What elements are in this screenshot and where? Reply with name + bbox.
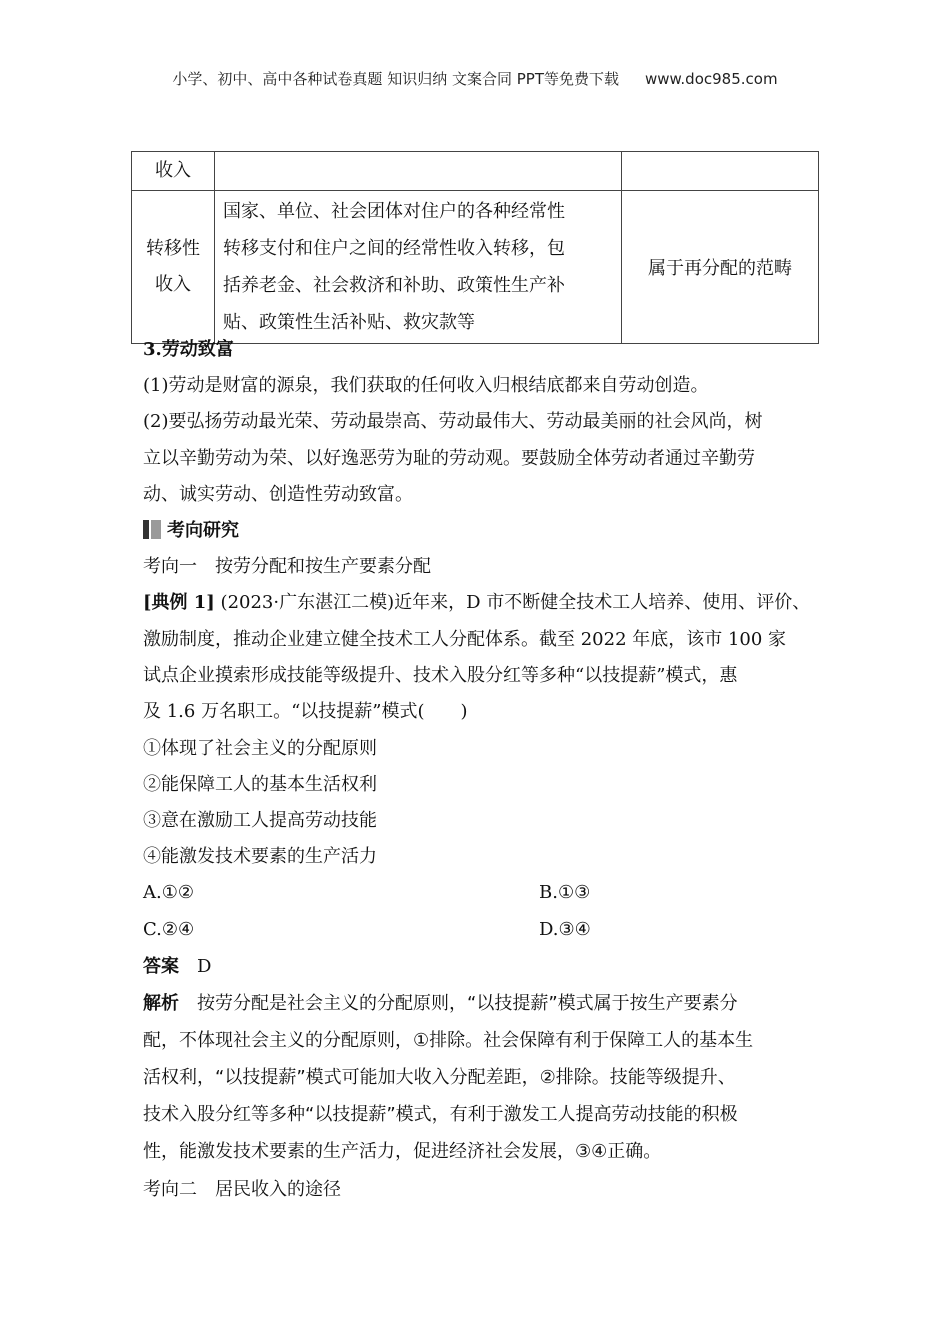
statement: ③意在激励工人提高劳动技能 xyxy=(143,810,377,831)
direction-title: 考向二 居民收入的途径 xyxy=(143,1179,341,1200)
table-cell-category xyxy=(132,191,215,344)
research-heading xyxy=(143,519,239,543)
analysis-line: 配，不体现社会主义的分配原则，①排除。社会保障有利于保障工人的基本生 xyxy=(143,1030,754,1051)
analysis-line: 活权利，“以技提薪”模式可能加大收入分配差距，②排除。技能等级提升、 xyxy=(143,1067,736,1088)
analysis-line: 性，能激发技术要素的生产活力，促进经济社会发展，③④正确。 xyxy=(143,1141,662,1162)
table-cell-category: 收入 xyxy=(132,152,215,191)
example-text: (2023·广东湛江二模)近年来，D 市不断健全技术工人培养、使用、评价、 xyxy=(214,592,811,613)
section-marker-icon xyxy=(151,520,161,539)
table-cell-note xyxy=(622,152,819,191)
table-cell-content xyxy=(215,191,622,344)
option-d: D.③④ xyxy=(539,919,591,940)
example-line xyxy=(143,591,810,615)
paragraph-line: 动、诚实劳动、创造性劳动致富。 xyxy=(143,484,413,505)
example-line: 及 1.6 万名职工。“以技提薪”模式( ) xyxy=(143,701,468,722)
header-text: 小学、初中、高中各种试卷真题 知识归纳 文案合同 PPT等免费下载 xyxy=(172,70,619,88)
page-header xyxy=(0,68,950,89)
direction-title: 考向一 按劳分配和按生产要素分配 xyxy=(143,556,431,577)
cell-line: 贴、政策性生活补贴、救灾款等 xyxy=(223,312,475,333)
header-url[interactable]: www.doc985.com xyxy=(644,70,778,88)
statement: ④能激发技术要素的生产活力 xyxy=(143,846,377,867)
cell-line: 收入 xyxy=(155,274,191,295)
table-cell-content xyxy=(215,152,622,191)
analysis-label: 解析 xyxy=(143,993,179,1014)
analysis-line xyxy=(143,992,738,1016)
paragraph: (1)劳动是财富的源泉，我们获取的任何收入归根结底都来自劳动创造。 xyxy=(143,375,709,396)
table-row xyxy=(132,152,819,191)
cell-line: 转移支付和住户之间的经常性收入转移，包 xyxy=(223,238,565,259)
statement: ②能保障工人的基本生活权利 xyxy=(143,774,377,795)
option-b: B.①③ xyxy=(539,882,591,903)
option-c: C.②④ xyxy=(143,919,195,940)
analysis-text: 按劳分配是社会主义的分配原则，“以技提薪”模式属于按生产要素分 xyxy=(197,993,738,1014)
option-a: A.①② xyxy=(143,882,194,903)
paragraph-line: (2)要弘扬劳动最光荣、劳动最崇高、劳动最伟大、劳动最美丽的社会风尚，树 xyxy=(143,411,763,432)
research-heading-text: 考向研究 xyxy=(167,520,239,541)
example-line: 激励制度，推动企业建立健全技术工人分配体系。截至 2022 年底，该市 100 家 xyxy=(143,629,787,650)
paragraph-line: 立以辛勤劳动为荣、以好逸恶劳为耻的劳动观。要鼓励全体劳动者通过辛勤劳 xyxy=(143,448,755,469)
example-line: 试点企业摸索形成技能等级提升、技术入股分红等多种“以技提薪”模式，惠 xyxy=(143,665,738,686)
statement: ①体现了社会主义的分配原则 xyxy=(143,738,377,759)
answer-value: D xyxy=(197,956,212,977)
cell-line: 转移性 xyxy=(146,238,200,259)
answer xyxy=(143,955,211,979)
answer-label: 答案 xyxy=(143,956,179,977)
example-label: [典例 1] xyxy=(143,592,215,613)
cell-line: 括养老金、社会救济和补助、政策性生产补 xyxy=(223,275,565,296)
analysis-line: 技术入股分红等多种“以技提薪”模式，有利于激发工人提高劳动技能的积极 xyxy=(143,1104,738,1125)
table-row xyxy=(132,191,819,344)
section-marker-icon xyxy=(143,520,149,539)
cell-line: 国家、单位、社会团体对住户的各种经常性 xyxy=(223,201,565,222)
table-cell-note: 属于再分配的范畴 xyxy=(622,191,819,344)
income-table xyxy=(131,151,819,344)
section-title: 3.劳动致富 xyxy=(143,339,234,360)
